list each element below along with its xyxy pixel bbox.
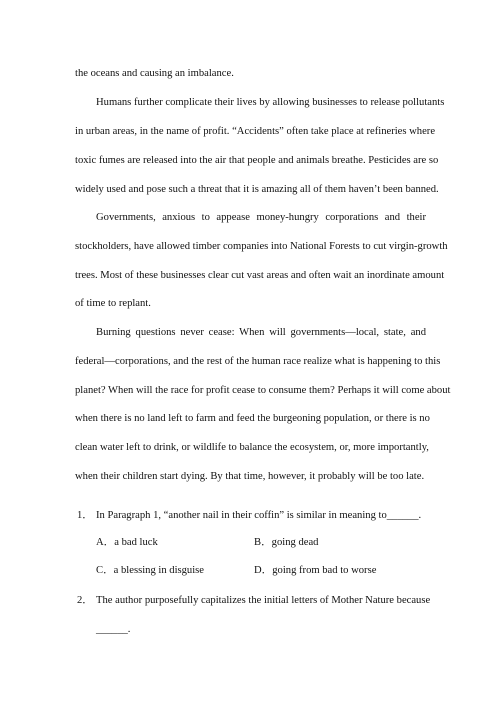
paragraph-line: Burning questions never cease: When will governments—local, state, and (96, 327, 426, 338)
paragraph-line: of time to replant. (75, 298, 151, 309)
option-b: B．going dead (254, 537, 319, 548)
paragraph-line: planet? When will the race for profit cease to consume them? Perhaps it will come about (75, 385, 451, 396)
paragraph-line: Humans further complicate their lives by allowing businesses to release pollutants (96, 97, 445, 108)
paragraph-line: stockholders, have allowed timber companies into National Forests to cut virgin-growth (75, 241, 448, 252)
answer-blank: ______. (96, 624, 131, 635)
paragraph-line: when their children start dying. By that time, however, it probably will be too late. (75, 471, 425, 482)
paragraph-line: federal—corporations, and the rest of the human race realize what is happening to this (75, 356, 441, 367)
question-number: 2． (77, 595, 93, 606)
question-text: In Paragraph 1, “another nail in their coffin” is similar in meaning to______. (96, 510, 422, 521)
paragraph-line: trees. Most of these businesses clear cut vast areas and often wait an inordinate amount (75, 270, 445, 281)
question-number: 1． (77, 510, 93, 521)
option-c: C．a blessing in disguise (96, 565, 204, 576)
option-d: D．going from bad to worse (254, 565, 377, 576)
paragraph-line: toxic fumes are released into the air that people and animals breathe. Pesticides are so (75, 155, 439, 166)
option-a: A．a bad luck (96, 537, 158, 548)
paragraph-line: widely used and pose such a threat that it is amazing all of them haven’t been banned. (75, 184, 439, 195)
paragraph-line: when there is no land left to farm and feed the burgeoning population, or there is no (75, 413, 430, 424)
question-text: The author purposefully capitalizes the initial letters of Mother Nature because (96, 595, 431, 606)
paragraph-line: in urban areas, in the name of profit. “Accidents” often take place at refineries where (75, 126, 436, 137)
paragraph-line: the oceans and causing an imbalance. (75, 68, 234, 79)
paragraph-line: Governments, anxious to appease money-hungry corporations and their (96, 212, 426, 223)
paragraph-line: clean water left to drink, or wildlife to balance the ecosystem, or, more importantly, (75, 442, 429, 453)
